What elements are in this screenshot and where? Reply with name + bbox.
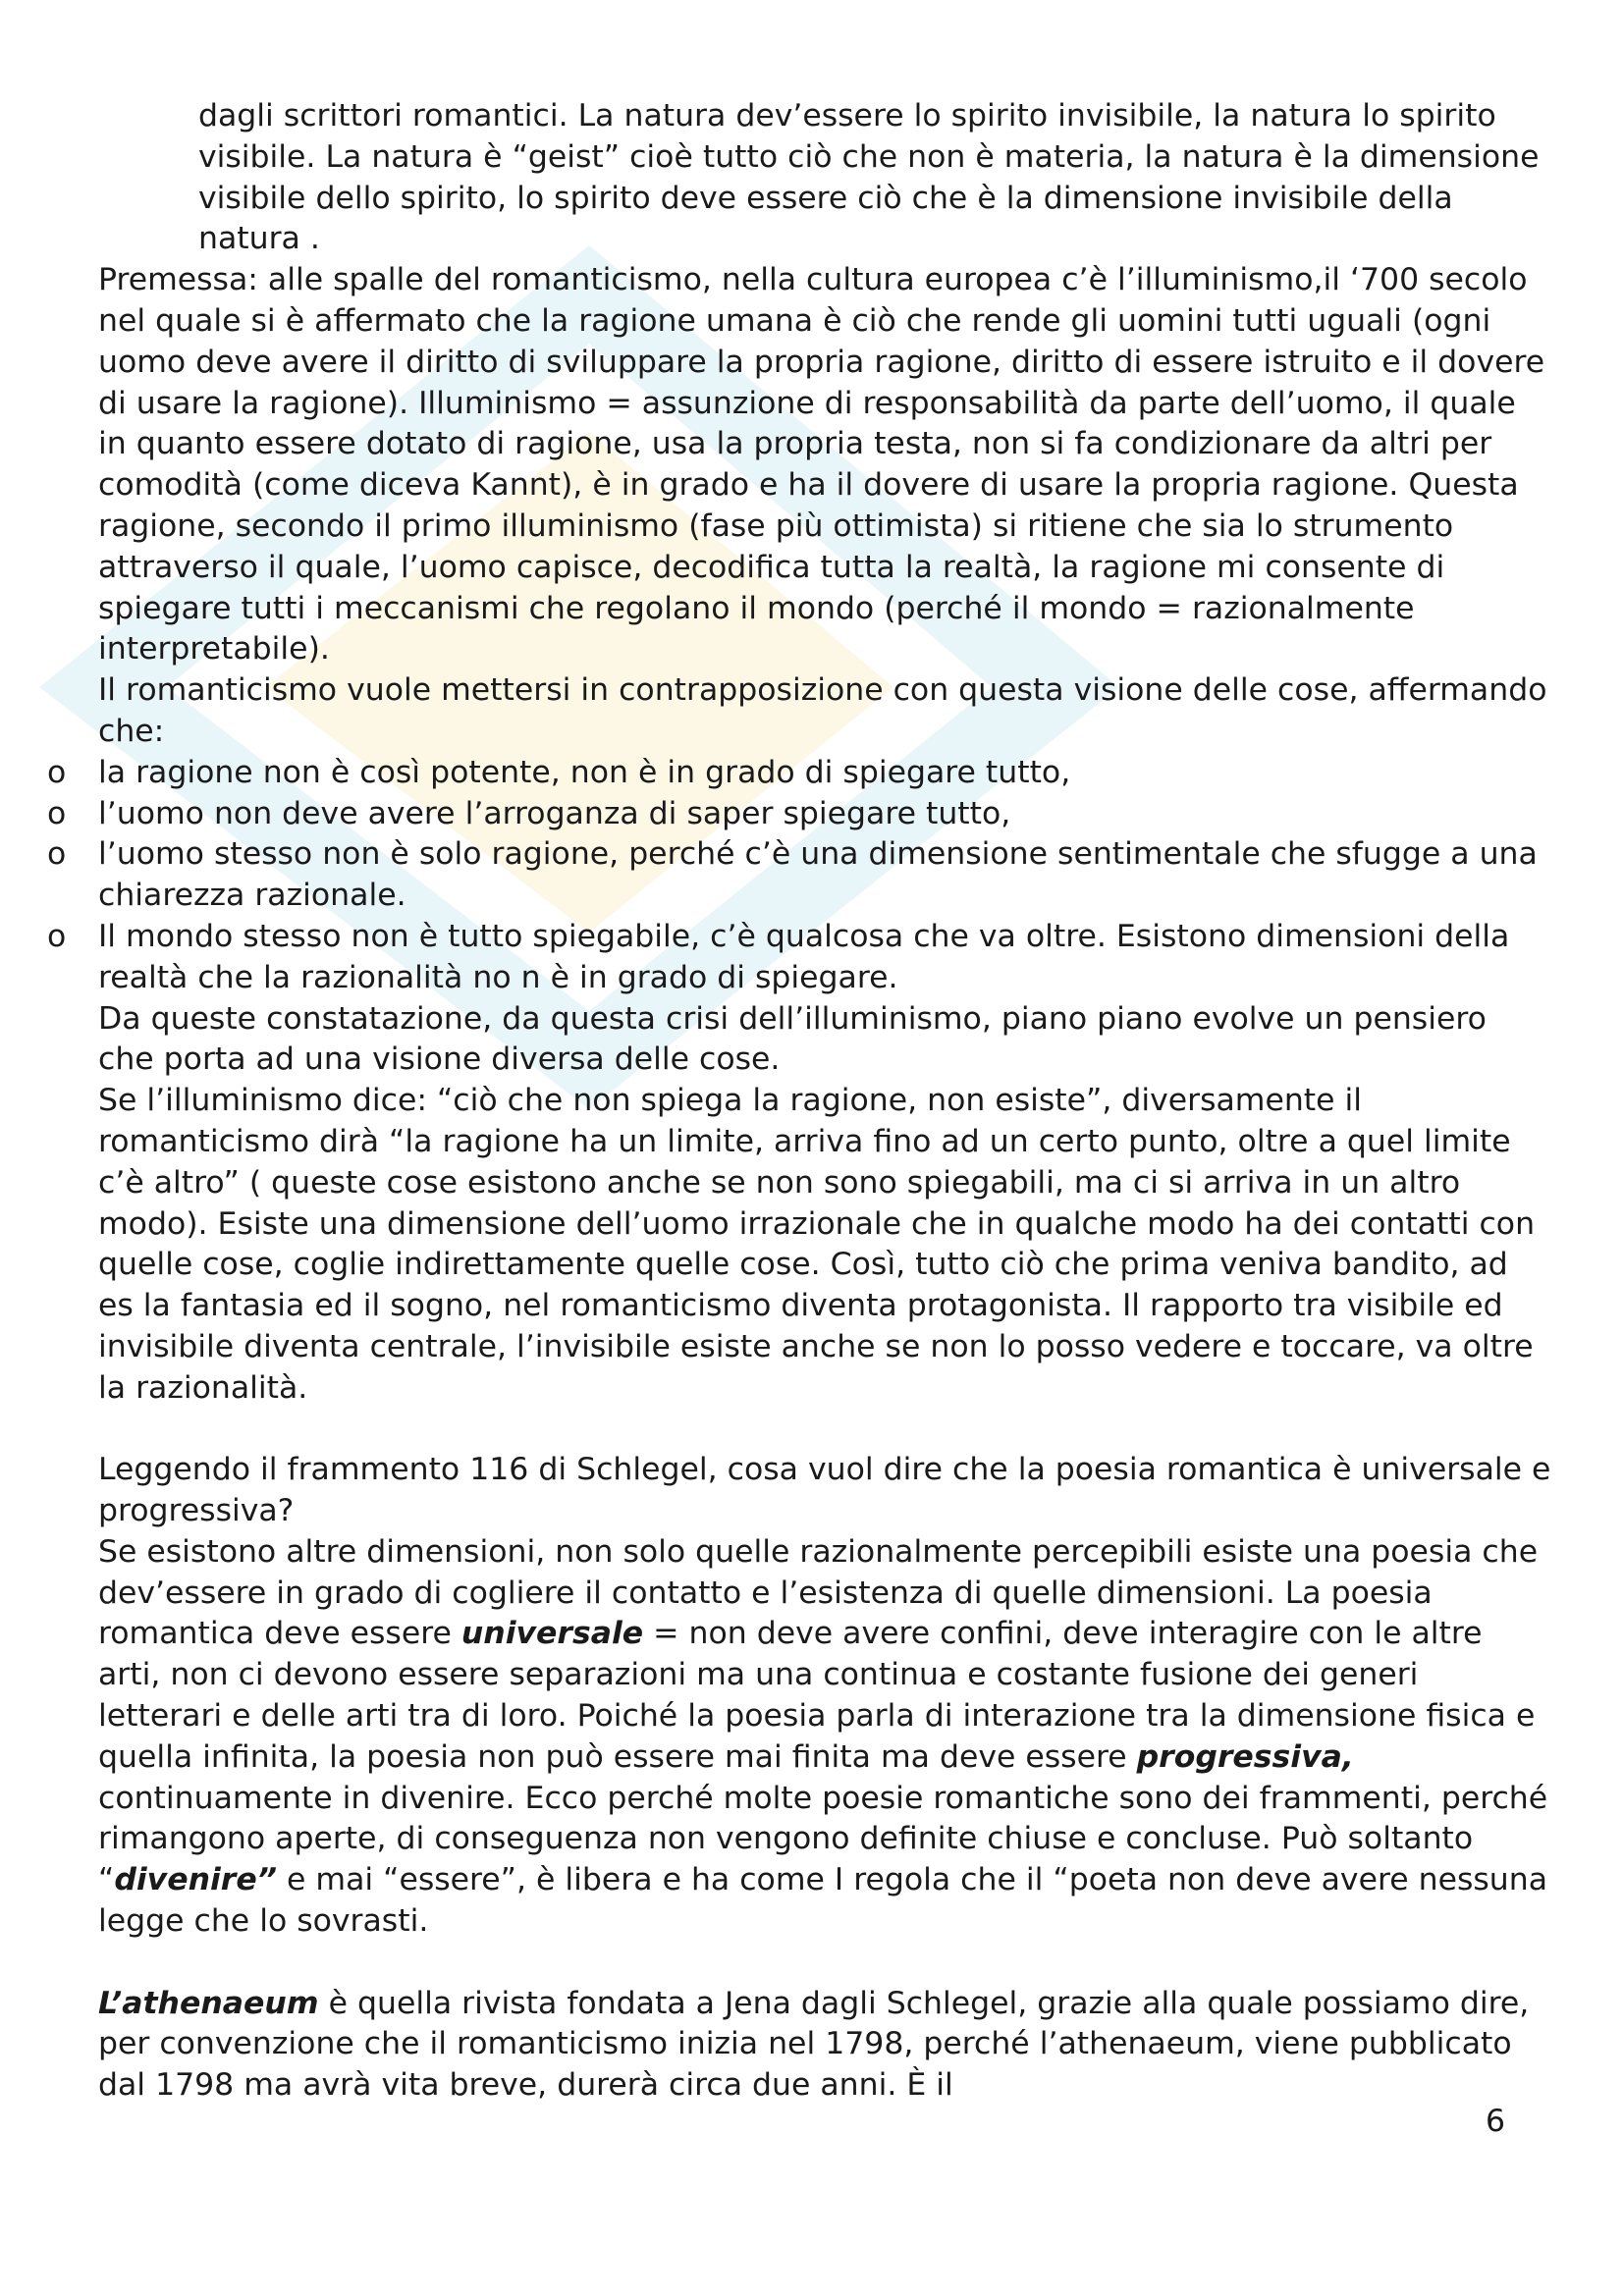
bullet-marker: o [47, 836, 67, 873]
page-number: 6 [1485, 2104, 1505, 2139]
bullet-marker: o [47, 754, 67, 790]
bullet-text: l’uomo non deve avere l’arroganza di saper spiegare tutto, [98, 795, 1011, 831]
question-paragraph: Leggendo il frammento 116 di Schlegel, cosa vuol dire che la poesia romantica è universale e progressiva? [98, 1452, 1551, 1529]
term-universale: universale [460, 1616, 644, 1652]
constatazione-paragraph: Da queste constatazione, da questa crisi dell’illuminismo, piano piano evolve un pensiero che porta ad una visione diversa delle cose. [98, 1000, 1487, 1078]
bullet-marker: o [47, 795, 67, 831]
document-page [47, 96, 1551, 2107]
se-illuminismo-paragraph: Se l’illuminismo dice: “ciò che non spiega la ragione, non esiste”, diversamente il romanticismo dirà “la ragione ha un limite, arriva fino ad un certo punto, oltre a quel limite c’è altro” ( queste cose esistono anche se non sono spiegabili, ma ci si arriva in un altro modo). Esiste una dimensione dell’uomo irrazionale che in qualche modo ha dei contatti con quelle cose, coglie indirettamente quelle cose. Così, tutto ciò che prima veniva bandito, ad es la fantasia ed il sogno, nel romanticismo diventa protagonista. Il rapporto tra visibile ed invisibile diventa centrale, l’invisibile esiste anche se non lo posso vedere e toccare, va oltre la razionalità. [98, 1083, 1536, 1406]
list-item [47, 834, 1551, 917]
contrapposizione-paragraph: Il romanticismo vuole mettersi in contrapposizione con questa visione delle cose, affermando che: [98, 672, 1547, 749]
list-item [47, 753, 1551, 794]
list-item [47, 917, 1551, 999]
term-athenaeum: L’athenaeum [98, 1985, 319, 2021]
term-progressiva: progressiva, [1136, 1738, 1354, 1775]
athenaeum-paragraph: L’athenaeum è quella rivista fondata a Jena dagli Schlegel, grazie alla quale possiamo dire, per convenzione che il romanticismo inizia nel 1798, perché l’athenaeum, viene pubblicato dal 1798 ma avrà vita breve, durerà circa due anni. È il [98, 1985, 1530, 2104]
bullet-text: la ragione non è così potente, non è in grado di spiegare tutto, [98, 754, 1071, 790]
intro-paragraph: dagli scrittori romantici. La natura dev’essere lo spirito invisibile, la natura lo spirito visibile. La natura è “geist” cioè tutto ciò che non è materia, la natura è la dimensione visibile dello spirito, lo spirito deve essere ciò che è la dimensione invisibile della natura . [198, 98, 1540, 257]
bullet-text: l’uomo stesso non è solo ragione, perché c’è una dimensione sentimentale che sfugge a una chiarezza razionale. [98, 836, 1538, 914]
blank-line [98, 1410, 1551, 1451]
bullet-text: Il mondo stesso non è tutto spiegabile, c’è qualcosa che va oltre. Esistono dimensioni della realtà che la razionalità no n è in grado di spiegare. [98, 918, 1510, 995]
blank-line [98, 1943, 1551, 1984]
answer-paragraph: Se esistono altre dimensioni, non solo quelle razionalmente percepibili esiste una poesia che dev’essere in grado di cogliere il contatto e l’esistenza di quelle dimensioni. La poesia romantica deve essere universale = non deve avere confini, deve interagire con le altre arti, non ci devono essere separazioni ma una continua e costante fusione dei generi letterari e delle arti tra di loro. Poiché la poesia parla di interazione tra la dimensione fisica e quella infinita, la poesia non può essere mai finita ma deve essere progressiva, continuamente in divenire. Ecco perché molte poesie romantiche sono dei frammenti, perché rimangono aperte, di conseguenza non vengono definite chiuse e concluse. Può soltanto “divenire” e mai “essere”, è libera e ha come I regola che il “poeta non deve avere nessuna legge che lo sovrasti. [98, 1533, 1548, 1940]
bullet-list [47, 753, 1551, 999]
premessa-paragraph: Premessa: alle spalle del romanticismo, nella cultura europea c’è l’illuminismo,il ‘700 secolo nel quale si è affermato che la ragione umana è ciò che rende gli uomini tutti uguali (ogni uomo deve avere il diritto di sviluppare la propria ragione, diritto di essere istruito e il dovere di usare la ragione). Illuminismo = assunzione di responsabilità da parte dell’uomo, il quale in quanto essere dotato di ragione, usa la propria testa, non si fa condizionare da altri per comodità (come diceva Kannt), è in grado e ha il dovere di usare la propria ragione. Questa ragione, secondo il primo illuminismo (fase più ottimista) si ritiene che sia lo strumento attraverso il quale, l’uomo capisce, decodifica tutta la realtà, la ragione mi consente di spiegare tutti i meccanismi che regolano il mondo (perché il mondo = razionalmente interpretabile). [98, 262, 1545, 667]
term-divenire: divenire” [114, 1862, 277, 1898]
list-item [47, 794, 1551, 835]
bullet-marker: o [47, 918, 67, 954]
